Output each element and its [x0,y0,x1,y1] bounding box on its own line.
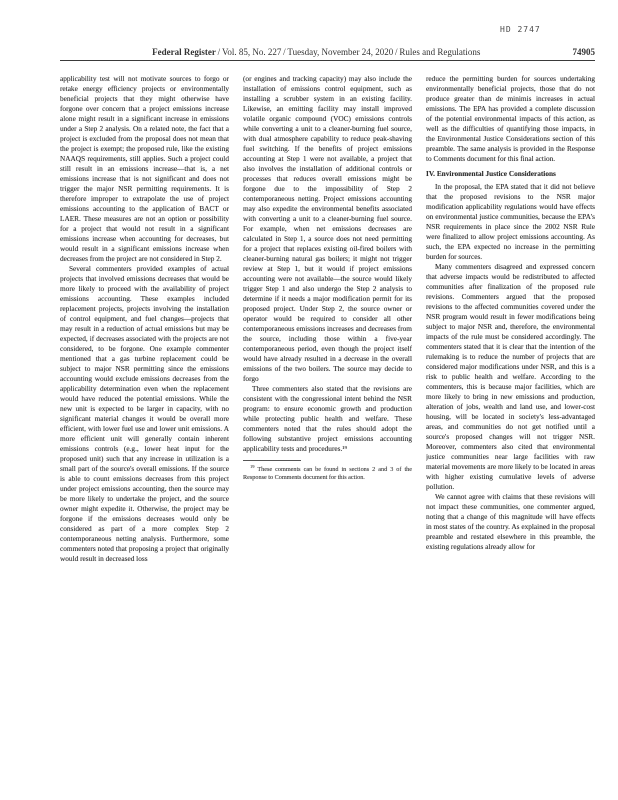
paragraph: We cannot agree with claims that these revisions will not impact these communities, one commenter argued, noting that a change of this magnitude will have effects in most states of the country. As explained in the proposal preamble and restated elsewhere in this preamble, the existing regulations already allow for [426,492,595,551]
page-header [60,47,595,61]
footnote [243,463,412,482]
section-heading: IV. Environmental Justice Considerations [426,169,556,178]
paragraph: In the proposal, the EPA stated that it did not believe that the proposed revisions to the NSR major modification applicability regulations would have effects on environmental justice communities, because the EPA's NSR requirements in place since the 2002 NSR Rule were finalized to allow project emissions accounting. As such, the EPA expected no increase in the permitting burden for sources. [426,182,595,261]
column-3 [426,74,595,708]
footnote-marker: 19 [250,464,255,469]
header-divider [60,60,595,61]
journal-name: Federal Register [152,47,216,57]
paragraph: Many commenters disagreed and expressed concern that adverse impacts would be redistributed to affected communities after finalization of the proposed rule revisions. Commenters argued that the proposed revisions to the affected communities covered under the NSR program would result in fewer modifications being subject to major NSR and, therefore, the environmental impacts of the rule must be considered accordingly. The commenters stated that it is clear that the intention of the rulemaking is to reduce the number of projects that are considered major modifications under NSR, and this is a risk to public health and welfare. According to the commenters, this is because major facilities, which are more likely to bring in new emissions and production, alteration of jobs, wealth and land use, and lower-cost housing, will be located in society's less-advantaged areas, and communities do not get notified until a source's proposed changes will not trigger NSR. Moreover, commenters also cited that environmental justice communities near large facilities with raw material movements are more likely to be located in areas with higher existing cumulative levels of adverse pollution. [426,262,595,491]
paragraph: applicability test will not motivate sources to forgo or retake energy efficiency projects or environmentally beneficial projects that they might otherwise have forgone over concern that a project emissions increase alone might result in a significant increase in emissions under a Step 2 analysis. On a related note, the fact that a project is excluded from the proposal does not mean that the project is exempt; the proposed rule, like the existing NAAQS requirements, still applies. Such a project could still result in an emissions increase—that is, a net emissions increase that is not significant and does not trigger the major NSR permitting requirements. It is therefore improper to extrapolate the use of project emissions accounting to the application of BACT or LAER. These measures are not an option or possibility for a project that would not result in a significant emissions increase when accounting for decreases, but would result in a significant emissions increase when decreases from the project are not considered in Step 2. [60,74,229,263]
column-2-text [243,74,412,454]
column-2 [243,74,412,708]
page-number: 74905 [572,47,595,57]
paragraph: (or engines and tracking capacity) may also include the installation of emissions control equipment, such as installing a scrubber system in an existing facility. Likewise, an emitting facility may install improved volatile organic compound (VOC) emissions controls while converting a unit to a cleaner-burning fuel source, with dual atmosphere capability to reduce peak-shaving fuel switching. If the benefits of project emissions accounting at Step 1 were not available, a project that also involves the installation of additional controls or processes that reduces overall emissions might be forgone due to the impossibility of Step 2 contemporaneous netting. Project emissions accounting may also expedite the environmental benefits associated with converting a unit to a cleaner-burning fuel source. For example, when net emissions decreases are calculated in Step 1, a source does not need permitting for a project that replaces existing oil-fired boilers with cleaner-burning natural gas boilers; it might not trigger review at Step 1, but it would if project emissions accounting were not available—the source would likely trigger Step 1 and also undergo the Step 2 analysis to determine if it needs a major modification permit for its proposed project. Under Step 2, the source owner or operator would be required to consider all other contemporaneous emissions increases and decreases from the source, including those within a five-year contemporaneous period, even though the project itself would have already resulted in a decrease in the overall emissions of the two boilers. The source may decide to forgo [243,74,412,383]
page-stamp: HD 2747 [500,25,541,34]
header-title [60,47,573,57]
header-citation: / Vol. 85, No. 227 / Tuesday, November 24, 2020 / Rules and Regulations [215,47,481,57]
paragraph: Three commenters also stated that the revisions are consistent with the congressional intent behind the NSR program: to ensure economic growth and production while protecting public health and welfare. These commenters noted that the rules should adopt the following substantive project emissions accounting applicability tests and procedures.¹⁹ [243,384,412,453]
footnote-block [243,460,412,482]
text-columns [60,74,595,708]
column-1 [60,74,229,708]
paragraph: reduce the permitting burden for sources undertaking environmentally beneficial projects, those that do not produce greater than de minimis increases in actual emissions. The EPA has provided a complete discussion of the potential environmental impacts of this action, as well as the difficulties of quantifying those impacts, in the Environmental Justice Considerations section of this preamble. The same analysis is provided in the Response to Comments document for this final action. [426,74,595,163]
footnote-divider [243,460,301,461]
paragraph: Several commenters provided examples of actual projects that involved emissions decreases that would be more likely to proceed with the availability of project emissions accounting. These examples included replacement projects, projects involving the installation of control equipment, and fuel changes—projects that may result in a reduction of actual emissions but may be expected, if decreases associated with the projects are not considered, to be forgone. One example commenter mentioned that a gas turbine replacement could be subject to major NSR permitting since the emissions accounting would exclude emissions decreases from the applicability determination even when the replacement would have reduced the potential emissions. While the new unit is expected to be larger in capacity, with no significant material changes it would be overall more efficient, with lower fuel use and lower unit emissions. A more efficient unit will generally contain inherent emissions controls (e.g., lower heat input for the proposed unit) such that any increase in utilization is a small part of the source's overall emissions. If the source is able to count emissions decreases from this project under project emissions accounting, then the source may be more likely to undertake the project, and the source owner might expedite it. Otherwise, the project may be forgone if the emissions decreases would only be considered as part of a more complex Step 2 contemporaneous netting analysis. Furthermore, some commenters noted that proposing a project that originally would result in decreased loss [60,264,229,563]
footnote-text: These comments can be found in sections 2 and 3 of the Response to Comments document for this action. [243,466,412,482]
